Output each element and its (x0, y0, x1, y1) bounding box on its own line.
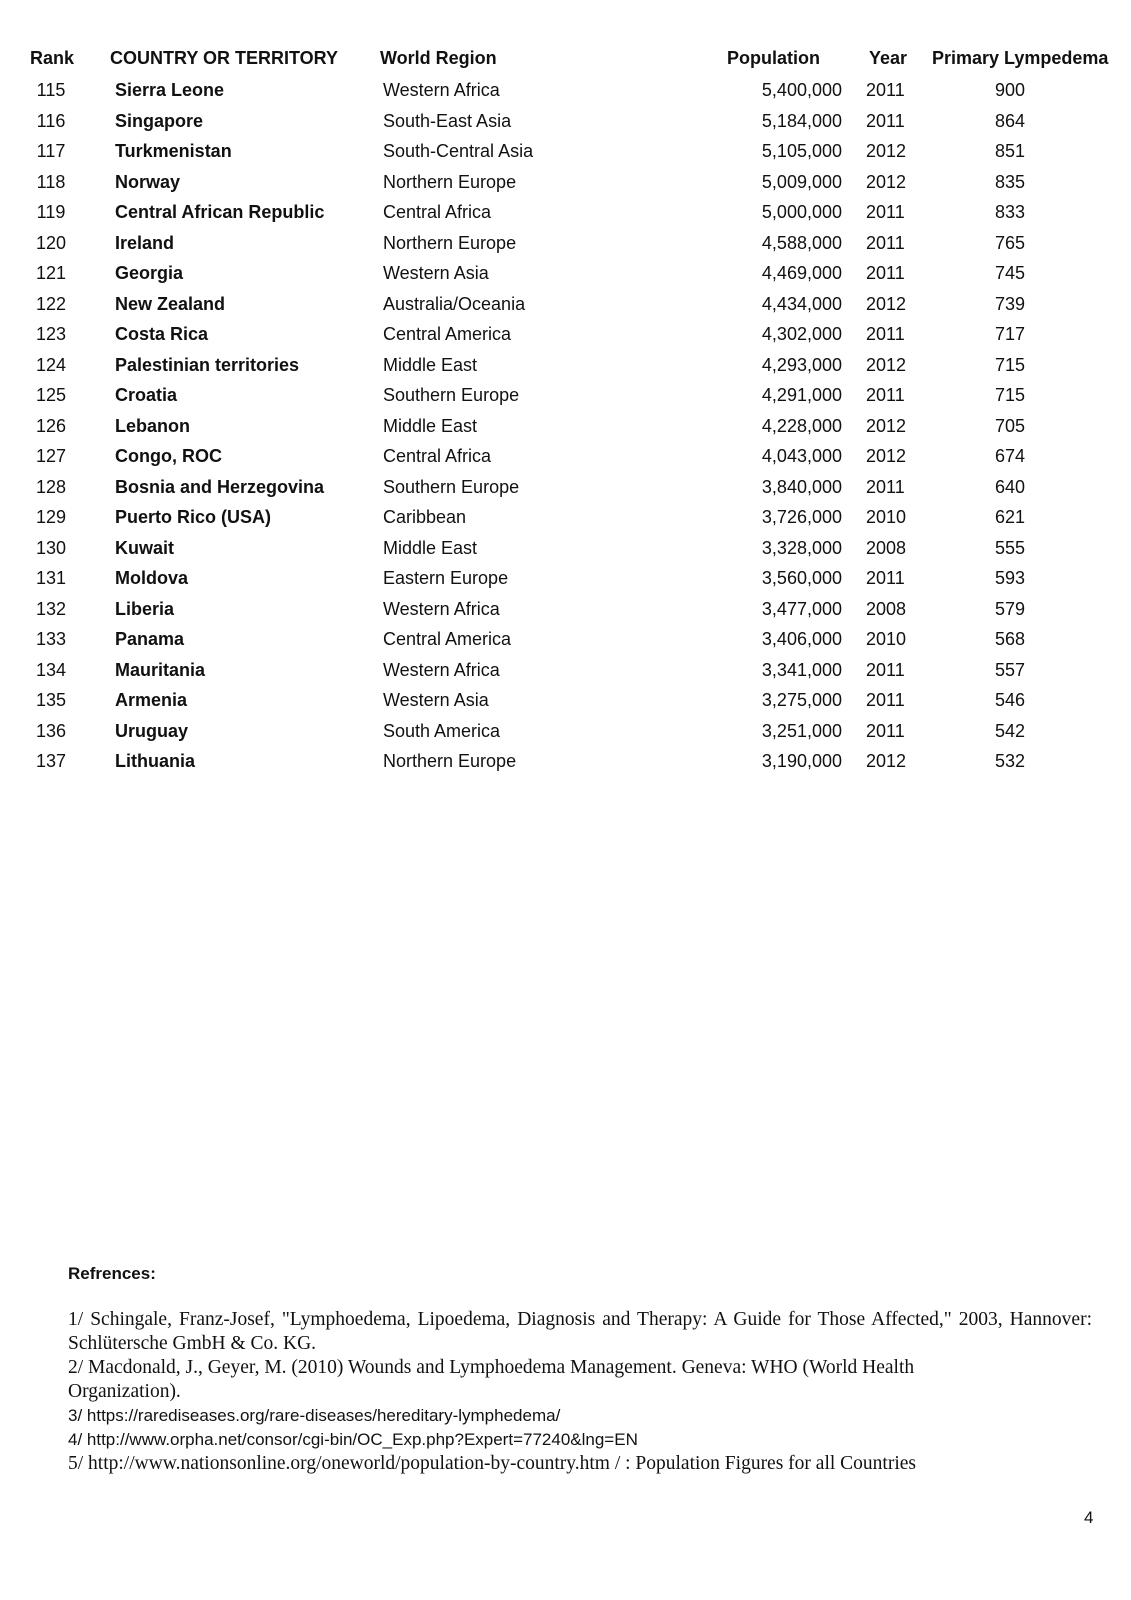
lymphedema-cell: 765 (994, 232, 1026, 253)
lymphedema-cell: 851 (994, 141, 1026, 161)
table-row (0, 172, 1131, 202)
year-cell: 2008 (866, 537, 907, 558)
lymphedema-cell: 532 (994, 751, 1026, 771)
region-cell: Central America (383, 324, 512, 344)
rank-cell: 127 (35, 446, 67, 466)
year-cell: 2011 (866, 690, 905, 710)
year-cell: 2012 (866, 751, 907, 771)
table-row (0, 538, 1131, 568)
table-row (0, 507, 1131, 537)
references-list (68, 1308, 1092, 1476)
rank-cell: 117 (36, 141, 66, 161)
table-row (0, 416, 1131, 446)
table-row (0, 233, 1131, 263)
table-row (0, 80, 1131, 110)
country-cell: Lithuania (115, 751, 195, 771)
region-cell: Southern Europe (383, 476, 520, 497)
lymphedema-cell: 593 (994, 568, 1026, 588)
rank-cell: 118 (36, 171, 66, 192)
region-cell: Middle East (383, 415, 478, 436)
year-cell: 2011 (866, 720, 905, 741)
population-cell: 3,251,000 (761, 720, 842, 741)
rank-cell: 132 (35, 598, 67, 619)
year-cell: 2012 (866, 446, 907, 466)
year-cell: 2011 (866, 568, 905, 588)
lymphedema-cell: 835 (994, 171, 1026, 192)
table-row (0, 477, 1131, 507)
region-cell: Middle East (383, 537, 478, 558)
region-cell: Caribbean (383, 507, 467, 527)
lymphedema-cell: 555 (994, 537, 1026, 558)
year-cell: 2008 (866, 598, 907, 619)
table-row (0, 446, 1131, 476)
rank-cell: 123 (35, 324, 67, 344)
region-cell: Western Asia (383, 263, 489, 283)
table-row (0, 568, 1131, 598)
lymphedema-cell: 640 (994, 476, 1026, 497)
year-cell: 2012 (866, 415, 907, 436)
reference-1: 1/ Schingale, Franz-Josef, "Lymphoedema, Lipoedema, Diagnosis and Therapy: A Guide for Those Affected," 2003, Hannover: Schlütersche GmbH & Co. KG. (68, 1309, 1092, 1354)
table-row (0, 141, 1131, 171)
page-number: 4 (1084, 1508, 1094, 1527)
country-cell: Singapore (115, 110, 204, 131)
region-cell: Northern Europe (383, 751, 517, 771)
region-cell: Western Asia (383, 690, 489, 710)
country-cell: Palestinian territories (115, 354, 300, 375)
population-cell: 5,400,000 (761, 80, 842, 100)
population-cell: 3,840,000 (761, 476, 842, 497)
rank-cell: 119 (36, 202, 66, 222)
header-lymphedema: Primary Lympedema (932, 48, 1109, 68)
rank-cell: 128 (35, 476, 67, 497)
table-row (0, 111, 1131, 141)
region-cell: Central Africa (383, 446, 492, 466)
rank-cell: 130 (35, 537, 67, 558)
lymphedema-cell: 864 (994, 110, 1026, 131)
year-cell: 2011 (866, 232, 905, 253)
rank-cell: 137 (35, 751, 67, 771)
lymphedema-cell: 745 (994, 263, 1026, 283)
region-cell: Central America (383, 629, 512, 649)
population-cell: 3,406,000 (761, 629, 842, 649)
lymphedema-cell: 579 (994, 598, 1026, 619)
table-row (0, 324, 1131, 354)
population-cell: 3,275,000 (761, 690, 842, 710)
population-cell: 4,434,000 (761, 293, 842, 314)
lymphedema-cell: 715 (994, 385, 1026, 405)
population-cell: 4,291,000 (761, 385, 842, 405)
year-cell: 2011 (866, 476, 905, 497)
header-rank: Rank (30, 48, 75, 68)
country-cell: Mauritania (115, 659, 206, 680)
lymphedema-cell: 705 (994, 415, 1026, 436)
country-cell: Costa Rica (115, 324, 209, 344)
year-cell: 2010 (866, 629, 907, 649)
lymphedema-cell: 621 (994, 507, 1026, 527)
region-cell: Australia/Oceania (383, 293, 526, 314)
reference-4: 4/ http://www.orpha.net/consor/cgi-bin/OC_Exp.php?Expert=77240&lng=EN (68, 1430, 638, 1449)
country-cell: New Zealand (115, 293, 226, 314)
region-cell: Northern Europe (383, 232, 517, 253)
reference-5: 5/ http://www.nationsonline.org/oneworld/population-by-country.htm / : Population Figures for all Countries (68, 1453, 916, 1474)
rank-cell: 121 (35, 263, 67, 283)
rank-cell: 133 (35, 629, 67, 649)
population-cell: 5,000,000 (761, 202, 842, 222)
population-cell: 5,184,000 (761, 110, 842, 131)
rank-cell: 131 (35, 568, 67, 588)
population-cell: 4,228,000 (761, 415, 842, 436)
population-cell: 3,328,000 (761, 537, 842, 558)
table-row (0, 751, 1131, 781)
year-cell: 2011 (866, 659, 905, 680)
table-row (0, 629, 1131, 659)
rank-cell: 125 (35, 385, 67, 405)
region-cell: Central Africa (383, 202, 492, 222)
lymphedema-cell: 833 (994, 202, 1026, 222)
lymphedema-cell: 739 (994, 293, 1026, 314)
country-cell: Croatia (115, 385, 178, 405)
lymphedema-cell: 542 (994, 720, 1026, 741)
table-row (0, 294, 1131, 324)
year-cell: 2011 (866, 263, 905, 283)
population-cell: 3,341,000 (761, 659, 842, 680)
country-cell: Bosnia and Herzegovina (115, 476, 325, 497)
lymphedema-cell: 546 (994, 690, 1026, 710)
rank-cell: 124 (35, 354, 67, 375)
header-region: World Region (380, 48, 497, 68)
country-cell: Turkmenistan (115, 141, 232, 161)
region-cell: Western Africa (383, 659, 500, 680)
lymphedema-cell: 717 (994, 324, 1026, 344)
year-cell: 2010 (866, 507, 907, 527)
reference-3: 3/ https://rarediseases.org/rare-diseases/hereditary-lymphedema/ (68, 1406, 561, 1425)
region-cell: Middle East (383, 354, 478, 375)
year-cell: 2011 (866, 202, 905, 222)
population-cell: 3,726,000 (761, 507, 842, 527)
lymphedema-cell: 900 (994, 80, 1026, 100)
table-row (0, 690, 1131, 720)
rank-cell: 134 (35, 659, 67, 680)
population-cell: 5,009,000 (761, 171, 842, 192)
country-cell: Sierra Leone (115, 80, 225, 100)
year-cell: 2011 (866, 324, 905, 344)
country-cell: Puerto Rico (USA) (115, 507, 272, 527)
population-cell: 5,105,000 (761, 141, 842, 161)
country-cell: Lebanon (115, 415, 190, 436)
references-title: Refrences: (68, 1264, 156, 1283)
lymphedema-cell: 557 (994, 659, 1026, 680)
country-cell: Congo, ROC (115, 446, 222, 466)
population-cell: 3,560,000 (761, 568, 842, 588)
rank-cell: 136 (35, 720, 67, 741)
lymphedema-cell: 715 (994, 354, 1026, 375)
lymphedema-cell: 568 (994, 629, 1026, 649)
lymphedema-cell: 674 (994, 446, 1026, 466)
region-cell: South America (383, 720, 501, 741)
population-cell: 4,293,000 (761, 354, 842, 375)
region-cell: South-East Asia (383, 110, 512, 131)
region-cell: Western Africa (383, 598, 500, 619)
header-country: COUNTRY OR TERRITORY (110, 48, 339, 68)
country-cell: Uruguay (115, 720, 189, 741)
table-row (0, 721, 1131, 751)
year-cell: 2012 (866, 354, 907, 375)
region-cell: South-Central Asia (383, 141, 534, 161)
year-cell: 2012 (866, 141, 907, 161)
rank-cell: 120 (35, 232, 67, 253)
rank-cell: 115 (36, 80, 66, 100)
table-row (0, 660, 1131, 690)
country-cell: Liberia (115, 598, 175, 619)
country-cell: Central African Republic (115, 202, 325, 222)
country-cell: Ireland (115, 232, 175, 253)
population-cell: 4,588,000 (761, 232, 842, 253)
population-cell: 4,043,000 (761, 446, 842, 466)
country-cell: Moldova (115, 568, 189, 588)
year-cell: 2012 (866, 171, 907, 192)
region-cell: Northern Europe (383, 171, 517, 192)
country-cell: Georgia (115, 263, 184, 283)
population-cell: 4,469,000 (761, 263, 842, 283)
region-cell: Eastern Europe (383, 568, 509, 588)
country-cell: Norway (115, 171, 181, 192)
rank-cell: 122 (35, 293, 67, 314)
region-cell: Southern Europe (383, 385, 520, 405)
population-cell: 3,190,000 (761, 751, 842, 771)
table-row (0, 355, 1131, 385)
year-cell: 2012 (866, 293, 907, 314)
year-cell: 2011 (866, 110, 905, 131)
year-cell: 2011 (866, 80, 905, 100)
country-cell: Panama (115, 629, 185, 649)
rank-cell: 126 (35, 415, 67, 436)
reference-2: 2/ Macdonald, J., Geyer, M. (2010) Wounds and Lymphoedema Management. Geneva: WHO (World Health Organization). (68, 1357, 915, 1402)
rank-cell: 135 (35, 690, 67, 710)
table-row (0, 202, 1131, 232)
header-year: Year (869, 48, 908, 68)
rank-cell: 116 (36, 110, 66, 131)
table-row (0, 599, 1131, 629)
header-population: Population (727, 48, 820, 68)
region-cell: Western Africa (383, 80, 500, 100)
population-cell: 3,477,000 (761, 598, 842, 619)
rank-cell: 129 (35, 507, 67, 527)
country-cell: Armenia (115, 690, 188, 710)
table-row (0, 263, 1131, 293)
country-cell: Kuwait (115, 537, 175, 558)
year-cell: 2011 (866, 385, 905, 405)
table-row (0, 385, 1131, 415)
population-cell: 4,302,000 (761, 324, 842, 344)
